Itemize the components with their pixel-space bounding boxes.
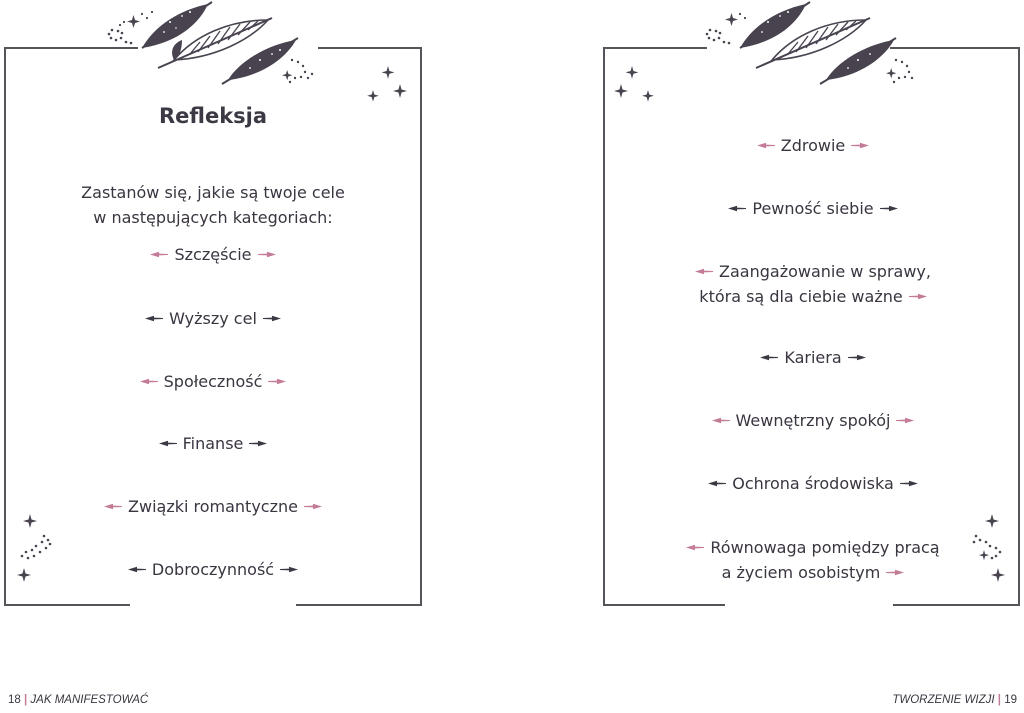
- category-item: [602, 345, 1024, 370]
- arrow-right-icon: [268, 378, 286, 385]
- stars-top-right-left-page-icon: [364, 64, 410, 106]
- category-line: [0, 369, 426, 394]
- category-line: [602, 408, 1024, 433]
- category-label: Związki romantyczne: [128, 497, 298, 516]
- category-label: Pewność siebie: [752, 199, 874, 218]
- category-line: [602, 259, 1024, 284]
- arrow-left-icon: [145, 315, 163, 322]
- left-frame-top-right: [318, 47, 422, 49]
- category-label: Kariera: [784, 348, 842, 367]
- arrow-left-icon: [159, 440, 177, 447]
- page-title: Refleksja: [158, 104, 268, 128]
- category-label: a życiem osobistym: [721, 563, 881, 582]
- category-line: [0, 431, 426, 456]
- category-item: [0, 306, 426, 331]
- category-line: [0, 557, 426, 582]
- page-number-left: 18: [8, 694, 21, 706]
- category-line: [0, 494, 426, 519]
- arrow-right-icon: [263, 315, 281, 322]
- right-frame-bottom-right: [893, 604, 1020, 606]
- category-line: [0, 306, 426, 331]
- arrow-left-icon: [728, 205, 746, 212]
- right-frame-bottom-left: [603, 604, 725, 606]
- arrow-right-icon: [900, 480, 918, 487]
- footer-separator: |: [24, 694, 28, 706]
- category-item: [602, 196, 1024, 221]
- left-frame-bottom-left: [4, 604, 130, 606]
- arrow-left-icon: [686, 544, 704, 551]
- category-item: [0, 494, 426, 519]
- category-label: Zdrowie: [780, 136, 846, 155]
- arrow-left-icon: [760, 354, 778, 361]
- category-item: [0, 557, 426, 582]
- arrow-right-icon: [258, 251, 276, 258]
- category-line: [602, 560, 1024, 585]
- category-line: [602, 471, 1024, 496]
- category-label: Zaangażowanie w sprawy,: [719, 262, 931, 281]
- footer-right: [892, 694, 1017, 706]
- arrow-left-icon: [708, 480, 726, 487]
- arrow-left-icon: [712, 417, 730, 424]
- feather-decoration-right-icon: [700, 0, 930, 90]
- arrow-left-icon: [128, 566, 146, 573]
- arrow-right-icon: [880, 205, 898, 212]
- arrow-right-icon: [886, 569, 904, 576]
- right-frame-right-side: [1018, 47, 1020, 606]
- arrow-right-icon: [896, 417, 914, 424]
- category-label: Ochrona środowiska: [732, 474, 894, 493]
- feather-decoration-left-icon: [100, 0, 330, 90]
- category-line: [602, 535, 1024, 560]
- intro-text: [0, 180, 426, 230]
- category-label: Równowaga pomiędzy pracą: [710, 538, 940, 557]
- category-label: Wewnętrzny spokój: [735, 411, 891, 430]
- page-number-right: 19: [1004, 694, 1017, 706]
- left-frame-bottom-right: [296, 604, 422, 606]
- category-label: Finanse: [182, 434, 244, 453]
- arrow-right-icon: [848, 354, 866, 361]
- arrow-right-icon: [280, 566, 298, 573]
- category-item: [0, 242, 426, 267]
- section-title-right: TWORZENIE WIZJI: [892, 694, 995, 706]
- arrow-right-icon: [249, 440, 267, 447]
- category-line: [602, 284, 1024, 309]
- right-frame-top-left: [603, 47, 707, 49]
- intro-line: w następujących kategoriach:: [93, 208, 333, 227]
- category-item: [0, 431, 426, 456]
- footer-left: [8, 694, 148, 706]
- category-label: która są dla ciebie ważne: [699, 287, 903, 306]
- intro-line: Zastanów się, jakie są twoje cele: [81, 183, 345, 202]
- category-label: Społeczność: [163, 372, 263, 391]
- category-line: [602, 133, 1024, 158]
- category-item: [602, 535, 1024, 585]
- footer-separator: |: [997, 694, 1001, 706]
- arrow-right-icon: [851, 142, 869, 149]
- arrow-left-icon: [150, 251, 168, 258]
- category-label: Dobroczynność: [151, 560, 275, 579]
- category-line: [602, 345, 1024, 370]
- stars-top-left-right-page-icon: [612, 64, 658, 106]
- right-frame-left-side: [603, 47, 605, 606]
- category-label: Wyższy cel: [169, 309, 257, 328]
- arrow-left-icon: [757, 142, 775, 149]
- category-item: [602, 133, 1024, 158]
- category-item: [602, 408, 1024, 433]
- arrow-left-icon: [104, 503, 122, 510]
- section-title-left: JAK MANIFESTOWAĆ: [30, 694, 149, 706]
- arrow-right-icon: [909, 293, 927, 300]
- category-line: [0, 242, 426, 267]
- category-label: Szczęście: [174, 245, 252, 264]
- category-item: [602, 259, 1024, 309]
- category-item: [0, 369, 426, 394]
- category-line: [602, 196, 1024, 221]
- arrow-left-icon: [695, 268, 713, 275]
- arrow-left-icon: [140, 378, 158, 385]
- arrow-right-icon: [304, 503, 322, 510]
- category-item: [602, 471, 1024, 496]
